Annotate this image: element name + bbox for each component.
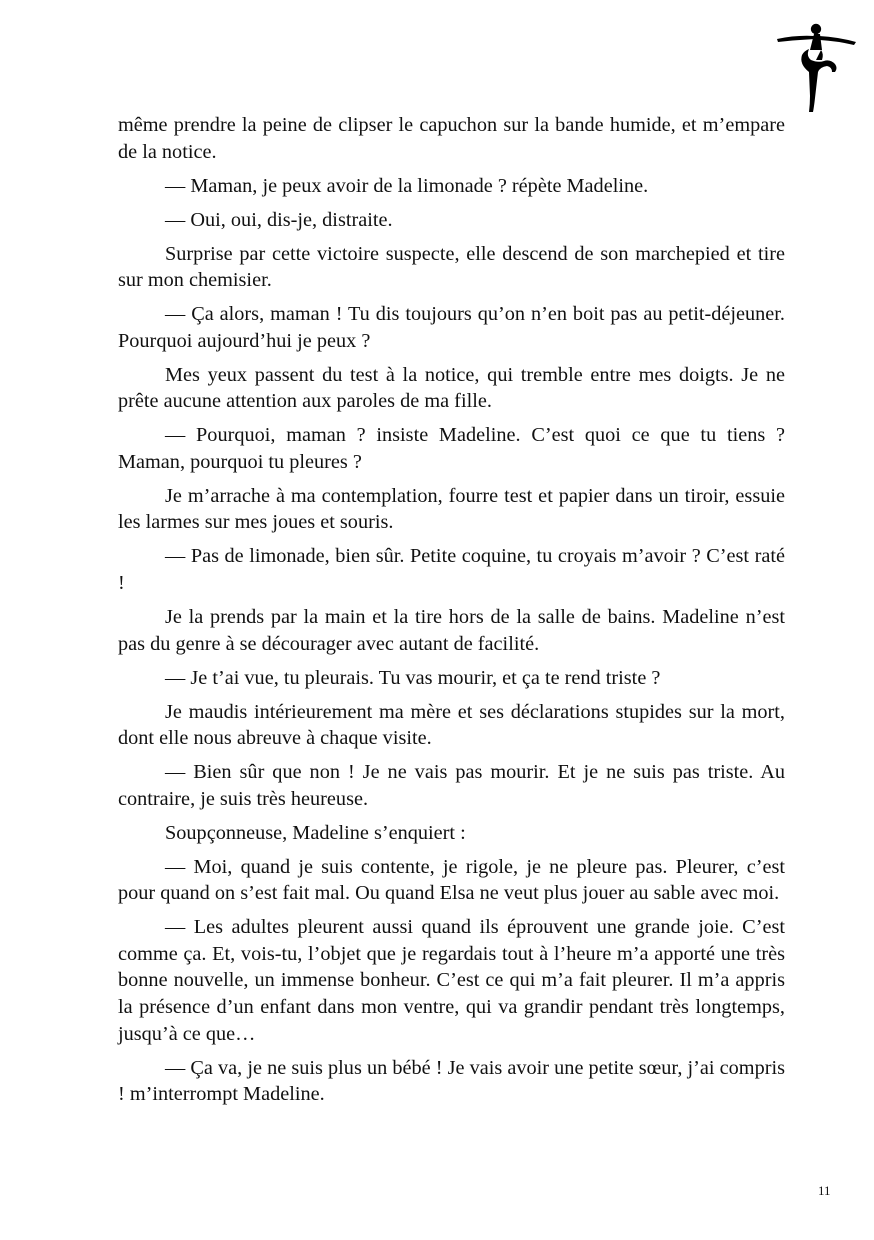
paragraph: Mes yeux passent du test à la notice, qui tremble entre mes doigts. Je ne prête aucune attention aux paroles de ma fille. (118, 363, 785, 413)
paragraph: Je maudis intérieurement ma mère et ses déclarations stupides sur la mort, dont elle nous abreuve à chaque visite. (118, 700, 785, 750)
dialogue-line: — Je t’ai vue, tu pleurais. Tu vas mourir, et ça te rend triste ? (165, 666, 661, 689)
dancer-silhouette-icon (774, 20, 858, 116)
paragraph: Soupçonneuse, Madeline s’enquiert : (165, 821, 466, 844)
page-number: 11 (818, 1183, 831, 1198)
paragraph: Je la prends par la main et la tire hors de la salle de bains. Madeline n’est pas du genre à se décourager avec autant de facilité. (118, 606, 785, 655)
dialogue-line: — Ça va, je ne suis plus un bébé ! Je vais avoir une petite sœur, j’ai compris ! m’interrompt Madeline. (118, 1056, 785, 1106)
dialogue-line: — Bien sûr que non ! Je ne vais pas mourir. Et je ne suis pas triste. Au contraire, je suis très heureuse. (118, 761, 785, 810)
body-text (118, 112, 785, 1115)
dialogue-line: — Ça alors, maman ! Tu dis toujours qu’on n’en boit pas au petit-déjeuner. Pourquoi aujourd’hui je peux ? (118, 303, 785, 352)
paragraph: même prendre la peine de clipser le capuchon sur la bande humide, et m’empare de la notice. (118, 114, 785, 163)
dialogue-line: — Maman, je peux avoir de la limonade ? répète Madeline. (165, 174, 649, 197)
dialogue-line: — Oui, oui, dis-je, distraite. (165, 208, 393, 231)
paragraph: Surprise par cette victoire suspecte, elle descend de son marchepied et tire sur mon chemisier. (118, 242, 785, 292)
dialogue-line: — Les adultes pleurent aussi quand ils éprouvent une grande joie. C’est comme ça. Et, vois-tu, l’objet que je regardais tout à l’heure m’a apporté une très bonne nouvelle, un immense bonheur. C’est ce qui m’a fait pleurer. Il m’a appris la présence d’un enfant dans mon ventre, qui va grandir pendant très longtemps, jusqu’à ce que… (118, 916, 785, 1045)
paragraph: Je m’arrache à ma contemplation, fourre test et papier dans un tiroir, essuie les larmes sur mes joues et souris. (118, 484, 785, 534)
dialogue-line: — Pas de limonade, bien sûr. Petite coquine, tu croyais m’avoir ? C’est raté ! (118, 545, 785, 595)
dialogue-line: — Moi, quand je suis contente, je rigole, je ne pleure pas. Pleurer, c’est pour quand on s’est fait mal. Ou quand Elsa ne veut plus jouer au sable avec moi. (118, 855, 785, 905)
dialogue-line: — Pourquoi, maman ? insiste Madeline. C’est quoi ce que tu tiens ? Maman, pourquoi tu pleures ? (118, 424, 785, 473)
